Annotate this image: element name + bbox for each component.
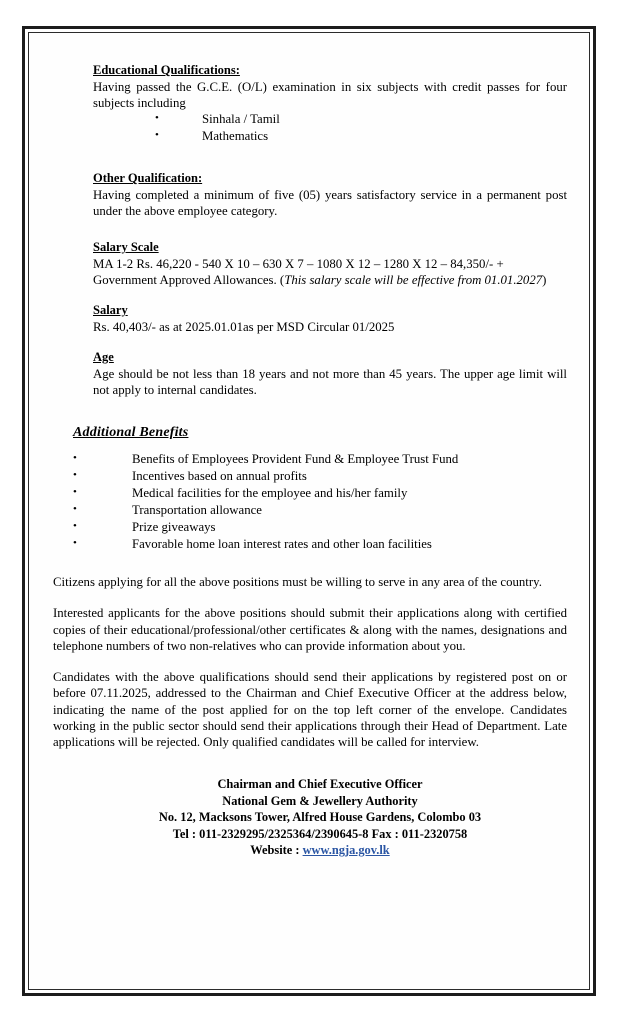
salary-scale-allowances-text: Government Approved Allowances. (: [93, 273, 285, 288]
document-content: [29, 33, 589, 989]
salary-heading: Salary: [93, 303, 128, 318]
list-item: • Transportation allowance: [73, 502, 567, 519]
salary-scale-effective-note: This salary scale will be effective from 01.01.2027: [284, 273, 543, 288]
salary-scale-paren-close: ): [542, 273, 547, 288]
age-body: Age should be not less than 18 years and not more than 45 years. The upper age limit will not apply to internal candidates.: [93, 366, 567, 398]
website-label: Website :: [250, 843, 303, 858]
list-item: • Medical facilities for the employee and his/her family: [73, 485, 567, 502]
closing-paragraphs: [53, 574, 567, 750]
age-heading: Age: [93, 350, 114, 365]
contact-organization: National Gem & Jewellery Authority: [222, 793, 418, 808]
additional-benefits-heading: Additional Benefits: [73, 425, 189, 441]
page-border-outer: [22, 26, 596, 996]
section-salary-scale: [93, 240, 567, 288]
section-salary: [93, 303, 567, 335]
section-additional-benefits: [73, 424, 567, 553]
contact-website-line: [73, 842, 567, 859]
other-qualification-heading: Other Qualification:: [93, 171, 203, 186]
spacer: [73, 288, 567, 303]
salary-scale-line-1: MA 1-2 Rs. 46,220 - 540 X 10 – 630 X 7 – 1080 X 12 – 1280 X 12 – 84,350/- +: [93, 256, 504, 271]
contact-block: [73, 776, 567, 859]
paragraph-candidates-submission: Candidates with the above qualifications should send their applications by registered post on or before 07.11.2025, addressed to the Chairman and Chief Executive Officer at the address below, indicating the name of the post applied for on the top left corner of the envelope. Candidates working in the public sector should send their applications through their Head of Department. Late applications will be rejected. Only qualified candidates will be called for interview.: [53, 670, 567, 749]
spacer: [73, 145, 567, 171]
spacer: [53, 590, 567, 605]
additional-benefits-list: [73, 451, 567, 553]
list-item: • Incentives based on annual profits: [73, 468, 567, 485]
salary-body: Rs. 40,403/- as at 2025.01.01as per MSD Circular 01/2025: [93, 320, 395, 335]
contact-title: Chairman and Chief Executive Officer: [217, 777, 423, 792]
educational-qualifications-heading: Educational Qualifications:: [93, 63, 240, 77]
educational-qualifications-list: [93, 111, 567, 145]
other-qualification-body: Having completed a minimum of five (05) years satisfactory service in a permanent post under the above employee category.: [93, 187, 567, 219]
salary-scale-line-2: [93, 272, 567, 288]
page-border-inner: [28, 32, 590, 990]
list-item: • Favorable home loan interest rates and other loan facilities: [73, 536, 567, 553]
list-item: • Benefits of Employees Provident Fund & Employee Trust Fund: [73, 451, 567, 468]
section-age: [93, 350, 567, 398]
spacer: [73, 219, 567, 240]
contact-phone: Tel : 011-2329295/2325364/2390645-8 Fax : 011-2320758: [172, 826, 468, 841]
section-other-qualification: [93, 171, 567, 219]
list-item: • Prize giveaways: [73, 519, 567, 536]
spacer: [73, 553, 567, 574]
paragraph-interested-applicants: Interested applicants for the above positions should submit their applications along with certified copies of their educational/professional/other certificates & along with the names, designations and telephone numbers of two non-relatives who can provide information about you.: [53, 606, 567, 653]
paragraph-citizens: Citizens applying for all the above positions must be willing to serve in any area of the country.: [53, 575, 542, 589]
spacer: [73, 335, 567, 350]
salary-scale-heading: Salary Scale: [93, 240, 159, 255]
spacer: [73, 398, 567, 424]
educational-qualifications-body: Having passed the G.C.E. (O/L) examination in six subjects with credit passes for four subjects including: [93, 79, 567, 110]
section-educational-qualifications: [93, 63, 567, 145]
list-item: • Sinhala / Tamil: [93, 111, 567, 128]
website-link[interactable]: www.ngja.gov.lk: [302, 843, 390, 858]
contact-address: No. 12, Macksons Tower, Alfred House Gardens, Colombo 03: [158, 810, 482, 825]
spacer: [53, 654, 567, 669]
list-item: • Mathematics: [93, 128, 567, 145]
spacer: [73, 442, 567, 451]
